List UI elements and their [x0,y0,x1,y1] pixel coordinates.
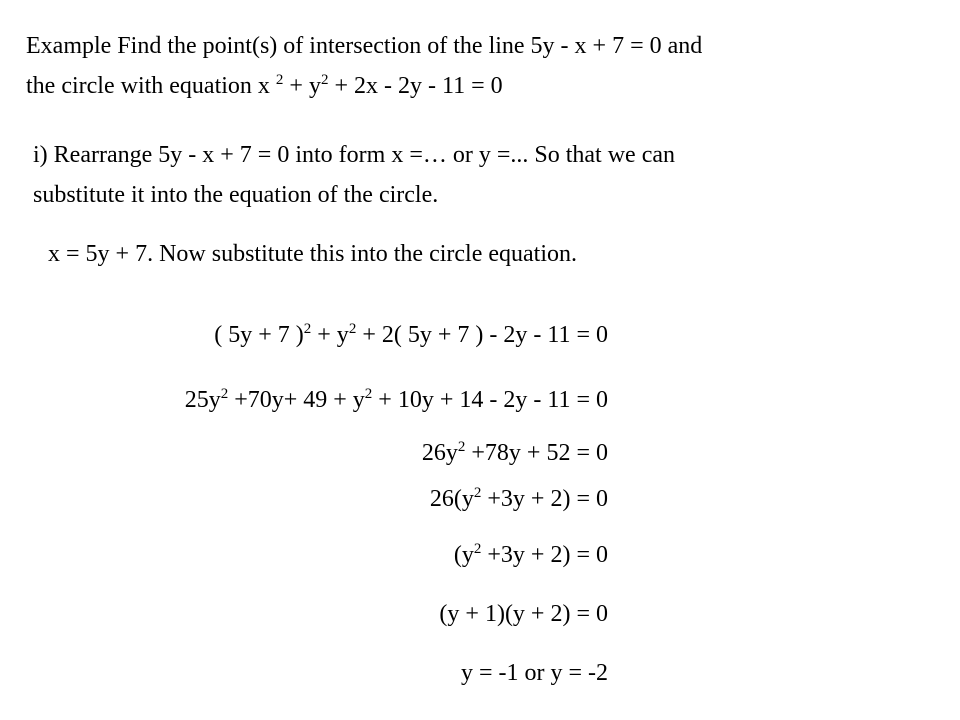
example-heading-text-1: Example Find the point(s) of intersection of the line 5y - x + 7 = 0 and [26,33,703,59]
working-line-1 [214,322,608,350]
working-text: 26(y [429,486,474,512]
rearranged-equation-text: x = 5y + 7. Now substitute this into the circle equation. [48,241,577,267]
factorised-equation: (y + 1)(y + 2) = 0 [439,601,608,627]
superscript: 2 [348,321,357,337]
superscript: 2 [473,541,482,557]
step-instruction-line-2 [33,182,438,210]
example-heading-line-1 [26,33,702,61]
superscript: 2 [320,72,329,88]
working-text: +3y + 2) = 0 [481,542,608,568]
circle-equation-suffix: + 2x - 2y - 11 = 0 [328,73,503,99]
superscript: 2 [473,485,482,501]
superscript: 2 [364,386,373,402]
working-line-7 [461,660,608,688]
working-text: +70y+ 49 + y [228,387,365,413]
working-text: 25y [184,387,221,413]
working-text: 26y [421,440,458,466]
superscript: 2 [303,321,312,337]
working-text: + 2( 5y + 7 ) - 2y - 11 = 0 [356,322,608,348]
working-text: + y [311,322,349,348]
working-line-5 [454,542,608,570]
working-text: +3y + 2) = 0 [481,486,608,512]
working-text: ( 5y + 7 ) [214,322,304,348]
step-instruction-text-2: substitute it into the equation of the circle. [33,182,439,208]
working-line-4 [430,486,608,514]
example-heading-line-2 [26,73,503,101]
circle-equation-mid: + y [283,73,321,99]
superscript: 2 [220,386,229,402]
circle-equation-prefix: the circle with equation x [26,73,276,99]
working-text: +78y + 52 = 0 [465,440,608,466]
working-text: (y [453,542,474,568]
superscript: 2 [275,72,284,88]
working-text: + 10y + 14 - 2y - 11 = 0 [372,387,608,413]
working-line-2 [185,387,608,415]
working-line-6 [439,601,608,629]
solution-values: y = -1 or y = -2 [460,660,608,686]
superscript: 2 [457,439,466,455]
step-instruction-line-1 [33,142,675,170]
step-instruction-text-1: i) Rearrange 5y - x + 7 = 0 into form x =… or y =... So that we can [33,142,675,168]
working-line-3 [422,440,608,468]
rearranged-equation [48,241,577,269]
